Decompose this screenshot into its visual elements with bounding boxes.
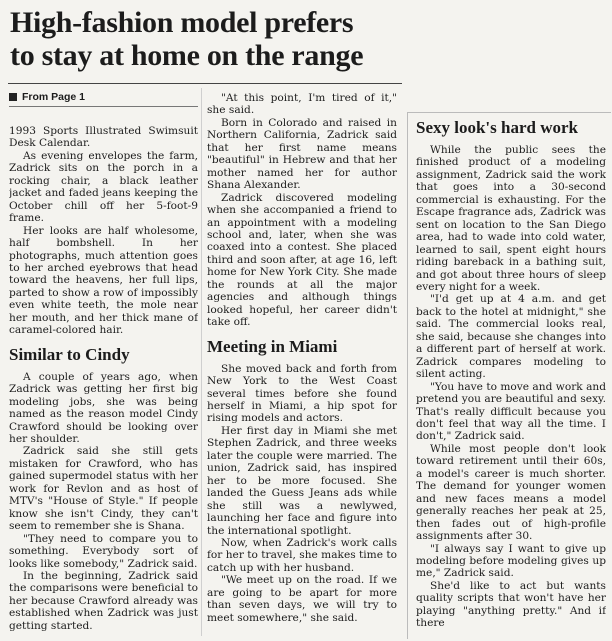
paragraph: 1993 Sports Illustrated Swimsuit Desk Calendar.: [9, 125, 198, 150]
from-page-text: From Page 1: [22, 91, 86, 103]
paragraph: "They need to compare you to something. Everybody sort of looks like somebody," Zadrick said.: [9, 532, 198, 570]
paragraph: As evening envelopes the farm, Zadrick sits on the porch in a rocking chair, a black leather jacket and faded jeans keeping the October chill off her 5-foot-9 frame.: [9, 149, 198, 225]
headline: [10, 6, 390, 72]
paragraph: Zadrick said she still gets mistaken for Crawford, who has gained supermodel status with her work for Revlon and as host of MTV's "House of Style." If people know she isn't Cindy, they can't seem to remember she is Shana.: [9, 445, 198, 533]
square-bullet-icon: [9, 93, 17, 101]
paragraph: "At this point, I'm tired of it," she said.: [207, 92, 397, 117]
paragraph: "We meet up on the road. If we are going to be apart for more than seven days, we will try to meet somewhere," she said.: [207, 574, 397, 624]
paragraph: Her first day in Miami she met Stephen Zadrick, and three weeks later the couple were married. The union, Zadrick said, has inspired her to be more focused. She landed the Guess Jeans ads while she still was a newlywed, launching her face and figure into the international spotlight.: [207, 424, 397, 537]
headline-line-2: to stay at home on the range: [10, 39, 364, 72]
column-3: [416, 118, 606, 638]
column-2: [207, 92, 397, 638]
subhead-sexy-looks-hard-work: Sexy look's hard work: [416, 118, 578, 137]
paragraph: In the beginning, Zadrick said the comparisons were beneficial to her because Crawford already was established when Zadrick was just getting started.: [9, 569, 198, 632]
paragraph: While most people don't look toward retirement until their 60s, a model's career is much shorter. The demand for younger women and new faces means a model generally reaches her peak at 25, then fades out of high-profile assignments after 30.: [416, 442, 606, 543]
column-divider: [201, 88, 202, 636]
paragraph: "You have to move and work and pretend you are beautiful and sexy. That's really difficult because you don't feel that way all the time. I don't," Zadrick said.: [416, 380, 606, 443]
paragraph: A couple of years ago, when Zadrick was getting her first big modeling jobs, she was being named as the reason model Cindy Crawford should be looking over her shoulder.: [9, 370, 198, 445]
paragraph: Zadrick discovered modeling when she accompanied a friend to an appointment with a modeling school and, later, when she was coaxed into a contest. She placed third and soon after, at age 16, left home for New York City. She made the rounds at all the major agencies and although things looked hopeful, her career didn't take off.: [207, 191, 397, 329]
subhead-similar-to-cindy: Similar to Cindy: [9, 344, 130, 364]
from-page-label: [9, 90, 198, 107]
paragraph: While the public sees the finished product of a modeling assignment, Zadrick said the work that goes into a 30-second commercial is exhausting. For the Escape fragrance ads, Zadrick was sent on location to the San Diego area, had to wade into cold water, learned to sail, spent eight hours riding bareback in a bathing suit, and got about three hours of sleep every night for a week.: [416, 144, 606, 293]
paragraph: Her looks are half wholesome, half bombshell. In her photographs, much attention goes to her arched eyebrows that head toward the heavens, her full lips, parted to show a row of impossibly even white teeth, the mole near her mouth, and her thick mane of caramel-colored hair.: [9, 224, 198, 337]
paragraph: She'd like to act but wants quality scripts that won't have her playing "anything pretty." And if there: [416, 579, 606, 630]
paragraph: "I always say I want to give up modeling before modeling gives up me," Zadrick said.: [416, 542, 606, 580]
headline-line-1: High-fashion model prefers: [10, 6, 354, 39]
headline-rule: [8, 83, 402, 84]
column-1: [9, 90, 198, 638]
paragraph: "I'd get up at 4 a.m. and get back to the hotel at midnight," she said. The commercial looks real, she said, because she changes into a different part of herself at work. Zadrick compares modeling to silent acting.: [416, 293, 606, 381]
paragraph: Born in Colorado and raised in Northern California, Zadrick said that her first name means "beautiful" in Hebrew and that her mother named her for author Shana Alexander.: [207, 116, 397, 192]
subhead-meeting-in-miami: Meeting in Miami: [207, 336, 338, 356]
paragraph: She moved back and forth from New York to the West Coast several times before she found herself in Miami, a hip spot for rising models and actors.: [207, 362, 397, 425]
paragraph: Now, when Zadrick's work calls for her to travel, she makes time to catch up with her husband.: [207, 536, 397, 574]
